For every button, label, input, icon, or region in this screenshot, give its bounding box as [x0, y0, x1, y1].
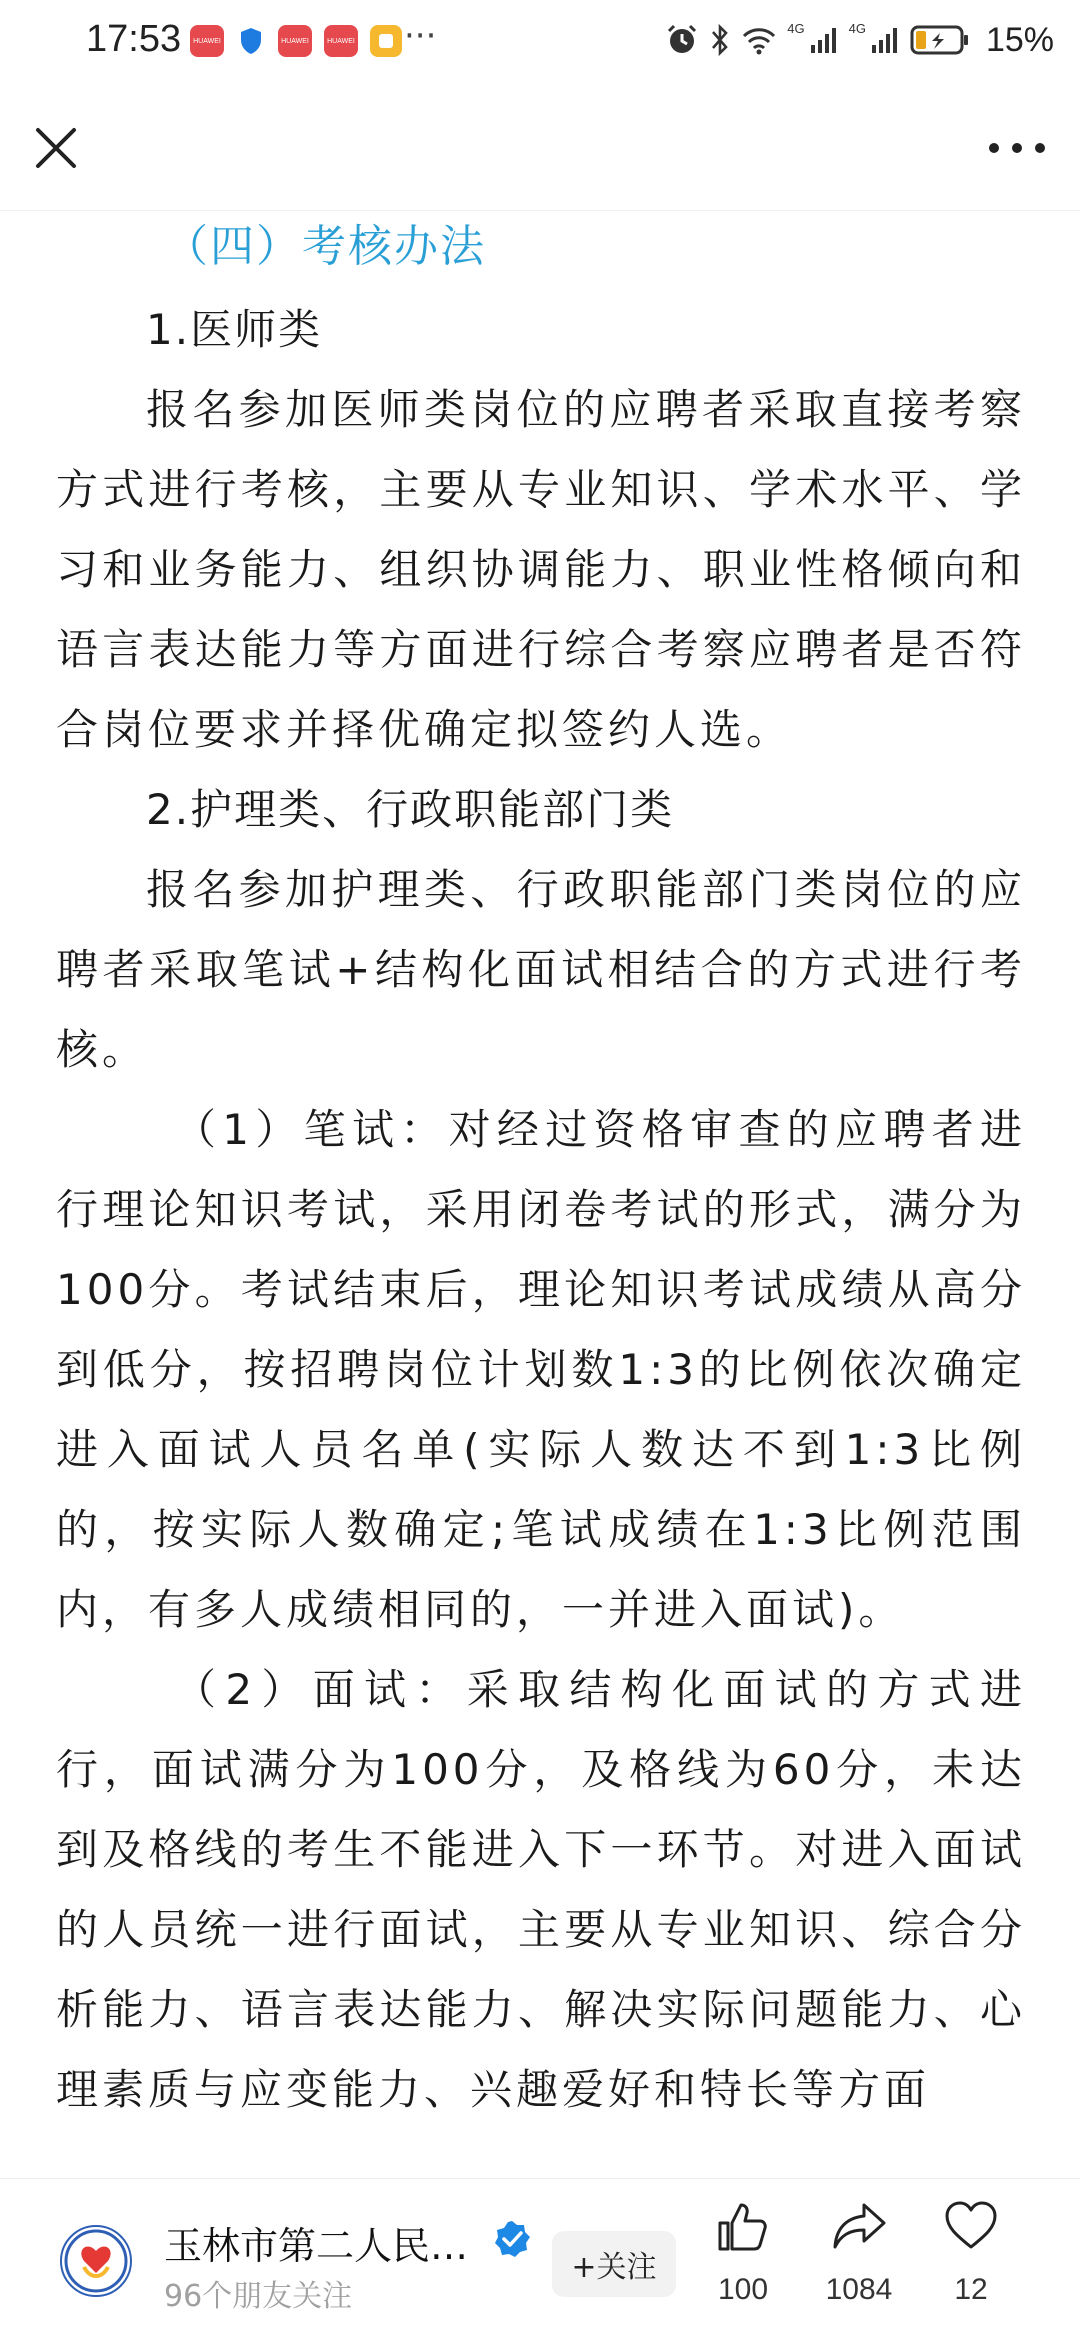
paragraph-written-exam: （1）笔试：对经过资格审查的应聘者进行理论知识考试，采用闭卷考试的形式，满分为100分。考试结束后，理论知识考试成绩从高分到低分，按招聘岗位计划数1:3的比例依次确定进入面试人员名单(实际人数达不到1:3比例的，按实际人数确定;笔试成绩在1:3比例范围内，有多人成绩相同的，一并进入面试)。: [56, 1105, 1026, 1634]
status-time: 17:53: [86, 18, 182, 60]
paragraph-doctors: 报名参加医师类岗位的应聘者采取直接考察方式进行考核，主要从专业知识、学术水平、学习和业务能力、组织协调能力、职业性格倾向和语言表达能力等方面进行综合考察应聘者是否符合岗位要求并择优确定拟签约人选。: [56, 385, 1026, 754]
battery-icon: [910, 24, 970, 56]
share-arrow-icon: [830, 2197, 888, 2255]
heart-icon: [942, 2197, 1000, 2255]
paragraph-interview: （2）面试：采取结构化面试的方式进行，面试满分为100分，及格线为60分，未达到及格线的考生不能进入下一环节。对进入面试的人员统一进行面试，主要从专业知识、综合分析能力、语言表达能力、解决实际问题能力、心理素质与应变能力、兴趣爱好和特长等方面: [56, 1665, 1026, 2114]
more-horizontal-icon: [982, 120, 1052, 176]
huawei-app-icon: HUAWEI: [190, 25, 224, 57]
huawei-app-icon-2: HUAWEI: [278, 25, 312, 57]
bottom-action-bar: [0, 2178, 1080, 2341]
favorite-count: 12: [954, 2273, 988, 2306]
network-type-label-1: 4G: [787, 20, 805, 36]
signal-icon-2: [870, 25, 900, 55]
verified-badge-icon: [492, 2219, 532, 2259]
follow-button[interactable]: +关注: [552, 2231, 676, 2297]
notification-icons: [190, 24, 402, 58]
more-options-button[interactable]: [982, 120, 1052, 176]
share-count: 1084: [825, 2273, 893, 2306]
article-body: [56, 210, 1026, 2178]
like-count: 100: [717, 2273, 769, 2306]
subheading-doctors: 1.医师类: [146, 305, 323, 354]
status-bar: [0, 0, 1080, 84]
security-shield-icon: [236, 25, 266, 57]
share-button[interactable]: [804, 2197, 914, 2327]
thumbs-up-icon: [714, 2197, 772, 2255]
account-name[interactable]: 玉林市第二人民…: [164, 2224, 469, 2268]
huawei-app-icon-3: HUAWEI: [324, 25, 358, 57]
like-button[interactable]: [688, 2197, 798, 2327]
network-type-label-2: 4G: [848, 20, 866, 36]
close-button[interactable]: [28, 120, 84, 176]
battery-percent: 15%: [985, 20, 1054, 59]
subheading-nursing-admin: 2.护理类、行政职能部门类: [146, 785, 675, 834]
top-bar: [0, 84, 1080, 211]
alarm-icon: [665, 23, 699, 57]
avatar[interactable]: [60, 2225, 132, 2297]
close-icon: [28, 120, 84, 176]
signal-icon-1: [809, 25, 839, 55]
followers-count-text: 96个朋友关注: [164, 2279, 353, 2314]
favorite-button[interactable]: [916, 2197, 1026, 2327]
wifi-icon: [741, 25, 777, 55]
more-notifications-indicator: ···: [404, 16, 437, 56]
bluetooth-icon: [709, 23, 731, 57]
notes-app-icon: [370, 25, 402, 57]
section-heading: （四）考核办法: [164, 221, 486, 272]
system-status-icons: [665, 18, 1054, 62]
paragraph-nursing-admin: 报名参加护理类、行政职能部门类岗位的应聘者采取笔试+结构化面试相结合的方式进行考核。: [56, 865, 1026, 1074]
